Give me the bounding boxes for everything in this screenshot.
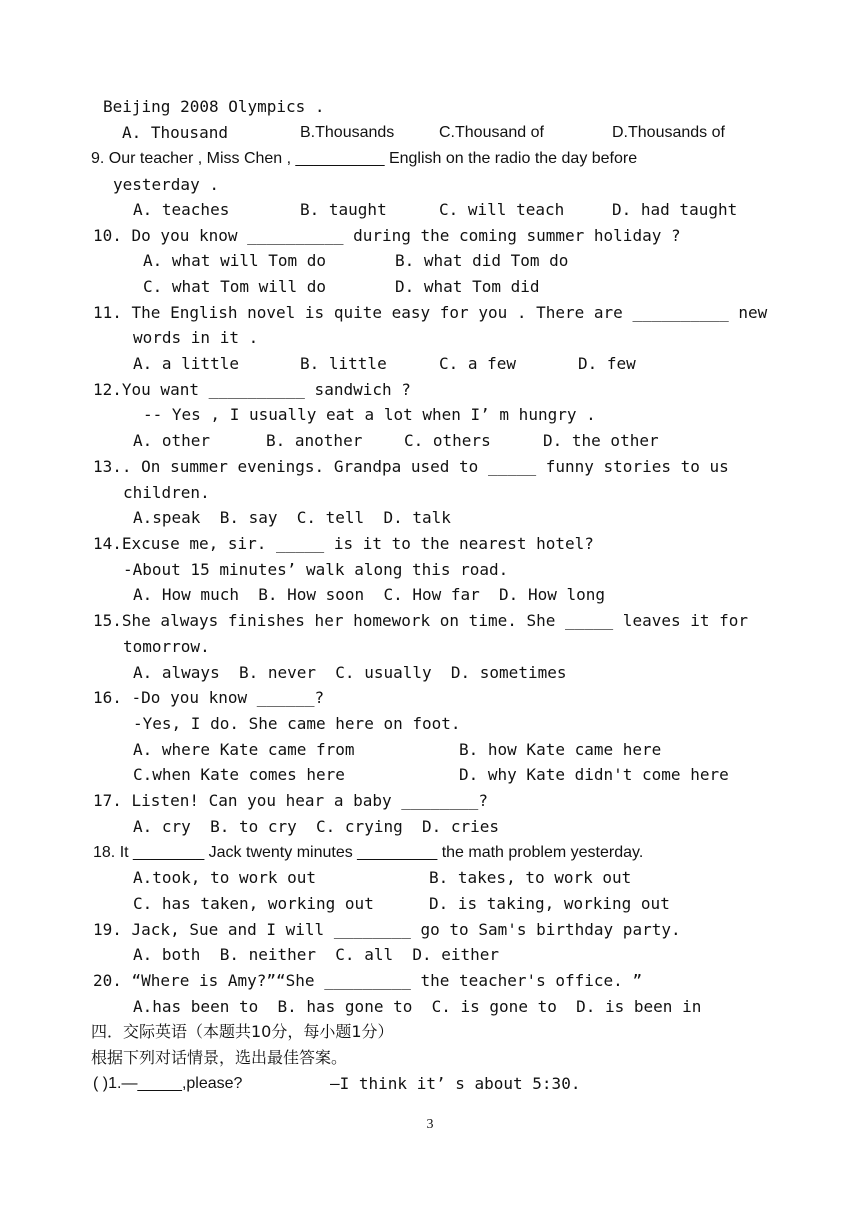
text-line: children. xyxy=(123,483,210,502)
text-line: -- Yes , I usually eat a lot when I’ m hungry . xyxy=(143,405,596,424)
text-line: B. how Kate came here xyxy=(459,740,662,759)
text-line: D. what Tom did xyxy=(395,277,540,296)
text-line: B.Thousands xyxy=(300,124,395,141)
text-line: A. what will Tom do xyxy=(143,251,327,270)
text-line: —I think it’ s about 5:30. xyxy=(330,1074,581,1093)
text-line: tomorrow. xyxy=(123,637,210,656)
text-line: 12.You want __________ sandwich ? xyxy=(93,380,411,399)
text-line: 14.Excuse me, sir. _____ is it to the nearest hotel? xyxy=(93,534,594,553)
text-line: 11. The English novel is quite easy for you . There are __________ new xyxy=(93,303,768,322)
text-line: A.took, to work out xyxy=(133,868,317,887)
text-line: B. takes, to work out xyxy=(429,868,632,887)
text-line: D. the other xyxy=(543,431,659,450)
text-line: 10. Do you know __________ during the coming summer holiday ? xyxy=(93,226,681,245)
text-line: C. others xyxy=(404,431,491,450)
text-line: A. always B. never C. usually D. sometimes xyxy=(133,663,567,682)
text-line: D. why Kate didn't come here xyxy=(459,765,729,784)
text-line: B. little xyxy=(300,354,387,373)
text-line: D. few xyxy=(578,354,636,373)
text-line: 9. Our teacher , Miss Chen , __________ English on the radio the day before xyxy=(91,150,638,167)
text-line: 20. “Where is Amy?”“She _________ the teacher's office. ” xyxy=(93,971,643,990)
text-line: A. where Kate came from xyxy=(133,740,355,759)
text-line: A. teaches xyxy=(133,200,230,219)
text-line: A.speak B. say C. tell D. talk xyxy=(133,508,451,527)
text-line: A. cry B. to cry C. crying D. cries xyxy=(133,817,500,836)
text-line: Beijing 2008 Olympics . xyxy=(103,97,325,116)
text-line: A. other xyxy=(133,431,211,450)
text-line: 19. Jack, Sue and I will ________ go to Sam's birthday party. xyxy=(93,920,681,939)
text-line: 15.She always finishes her homework on time. She _____ leaves it for xyxy=(93,611,749,630)
text-line: B. another xyxy=(266,431,363,450)
text-line: A. How much B. How soon C. How far D. How long xyxy=(133,585,606,604)
text-line: yesterday . xyxy=(113,175,219,194)
text-line: 16. -Do you know ______? xyxy=(93,688,325,707)
text-line: A. Thousand xyxy=(122,123,228,142)
text-line: D.Thousands of xyxy=(612,124,725,141)
text-line: -About 15 minutes’ walk along this road. xyxy=(123,560,509,579)
text-line: C.Thousand of xyxy=(439,124,544,141)
text-line: A. both B. neither C. all D. either xyxy=(133,945,500,964)
text-line: A. a little xyxy=(133,354,239,373)
text-line: 根据下列对话情景，选出最佳答案。 xyxy=(91,1048,348,1067)
text-line: B. what did Tom do xyxy=(395,251,569,270)
text-line: A.has been to B. has gone to C. is gone to D. is been in xyxy=(133,997,702,1016)
text-line: C. what Tom will do xyxy=(143,277,327,296)
text-line: words in it . xyxy=(133,328,259,347)
text-line: D. had taught xyxy=(612,200,738,219)
text-line: 四．交际英语（本题共10分，每小题1分） xyxy=(91,1022,394,1041)
text-line: B. taught xyxy=(300,200,387,219)
text-line: C.when Kate comes here xyxy=(133,765,345,784)
text-line: D. is taking, working out xyxy=(429,894,670,913)
text-line: 18. It ________ Jack twenty minutes _________ the math problem yesterday. xyxy=(93,844,644,861)
text-line: C. a few xyxy=(439,354,517,373)
text-line: C. will teach xyxy=(439,200,565,219)
text-line: ( )1.—_____,please? xyxy=(93,1075,243,1092)
text-line: 13.. On summer evenings. Grandpa used to _____ funny stories to us xyxy=(93,457,729,476)
text-line: -Yes, I do. She came here on foot. xyxy=(133,714,461,733)
text-line: C. has taken, working out xyxy=(133,894,374,913)
text-line: 17. Listen! Can you hear a baby ________? xyxy=(93,791,488,810)
page-number: 3 xyxy=(426,1117,434,1132)
